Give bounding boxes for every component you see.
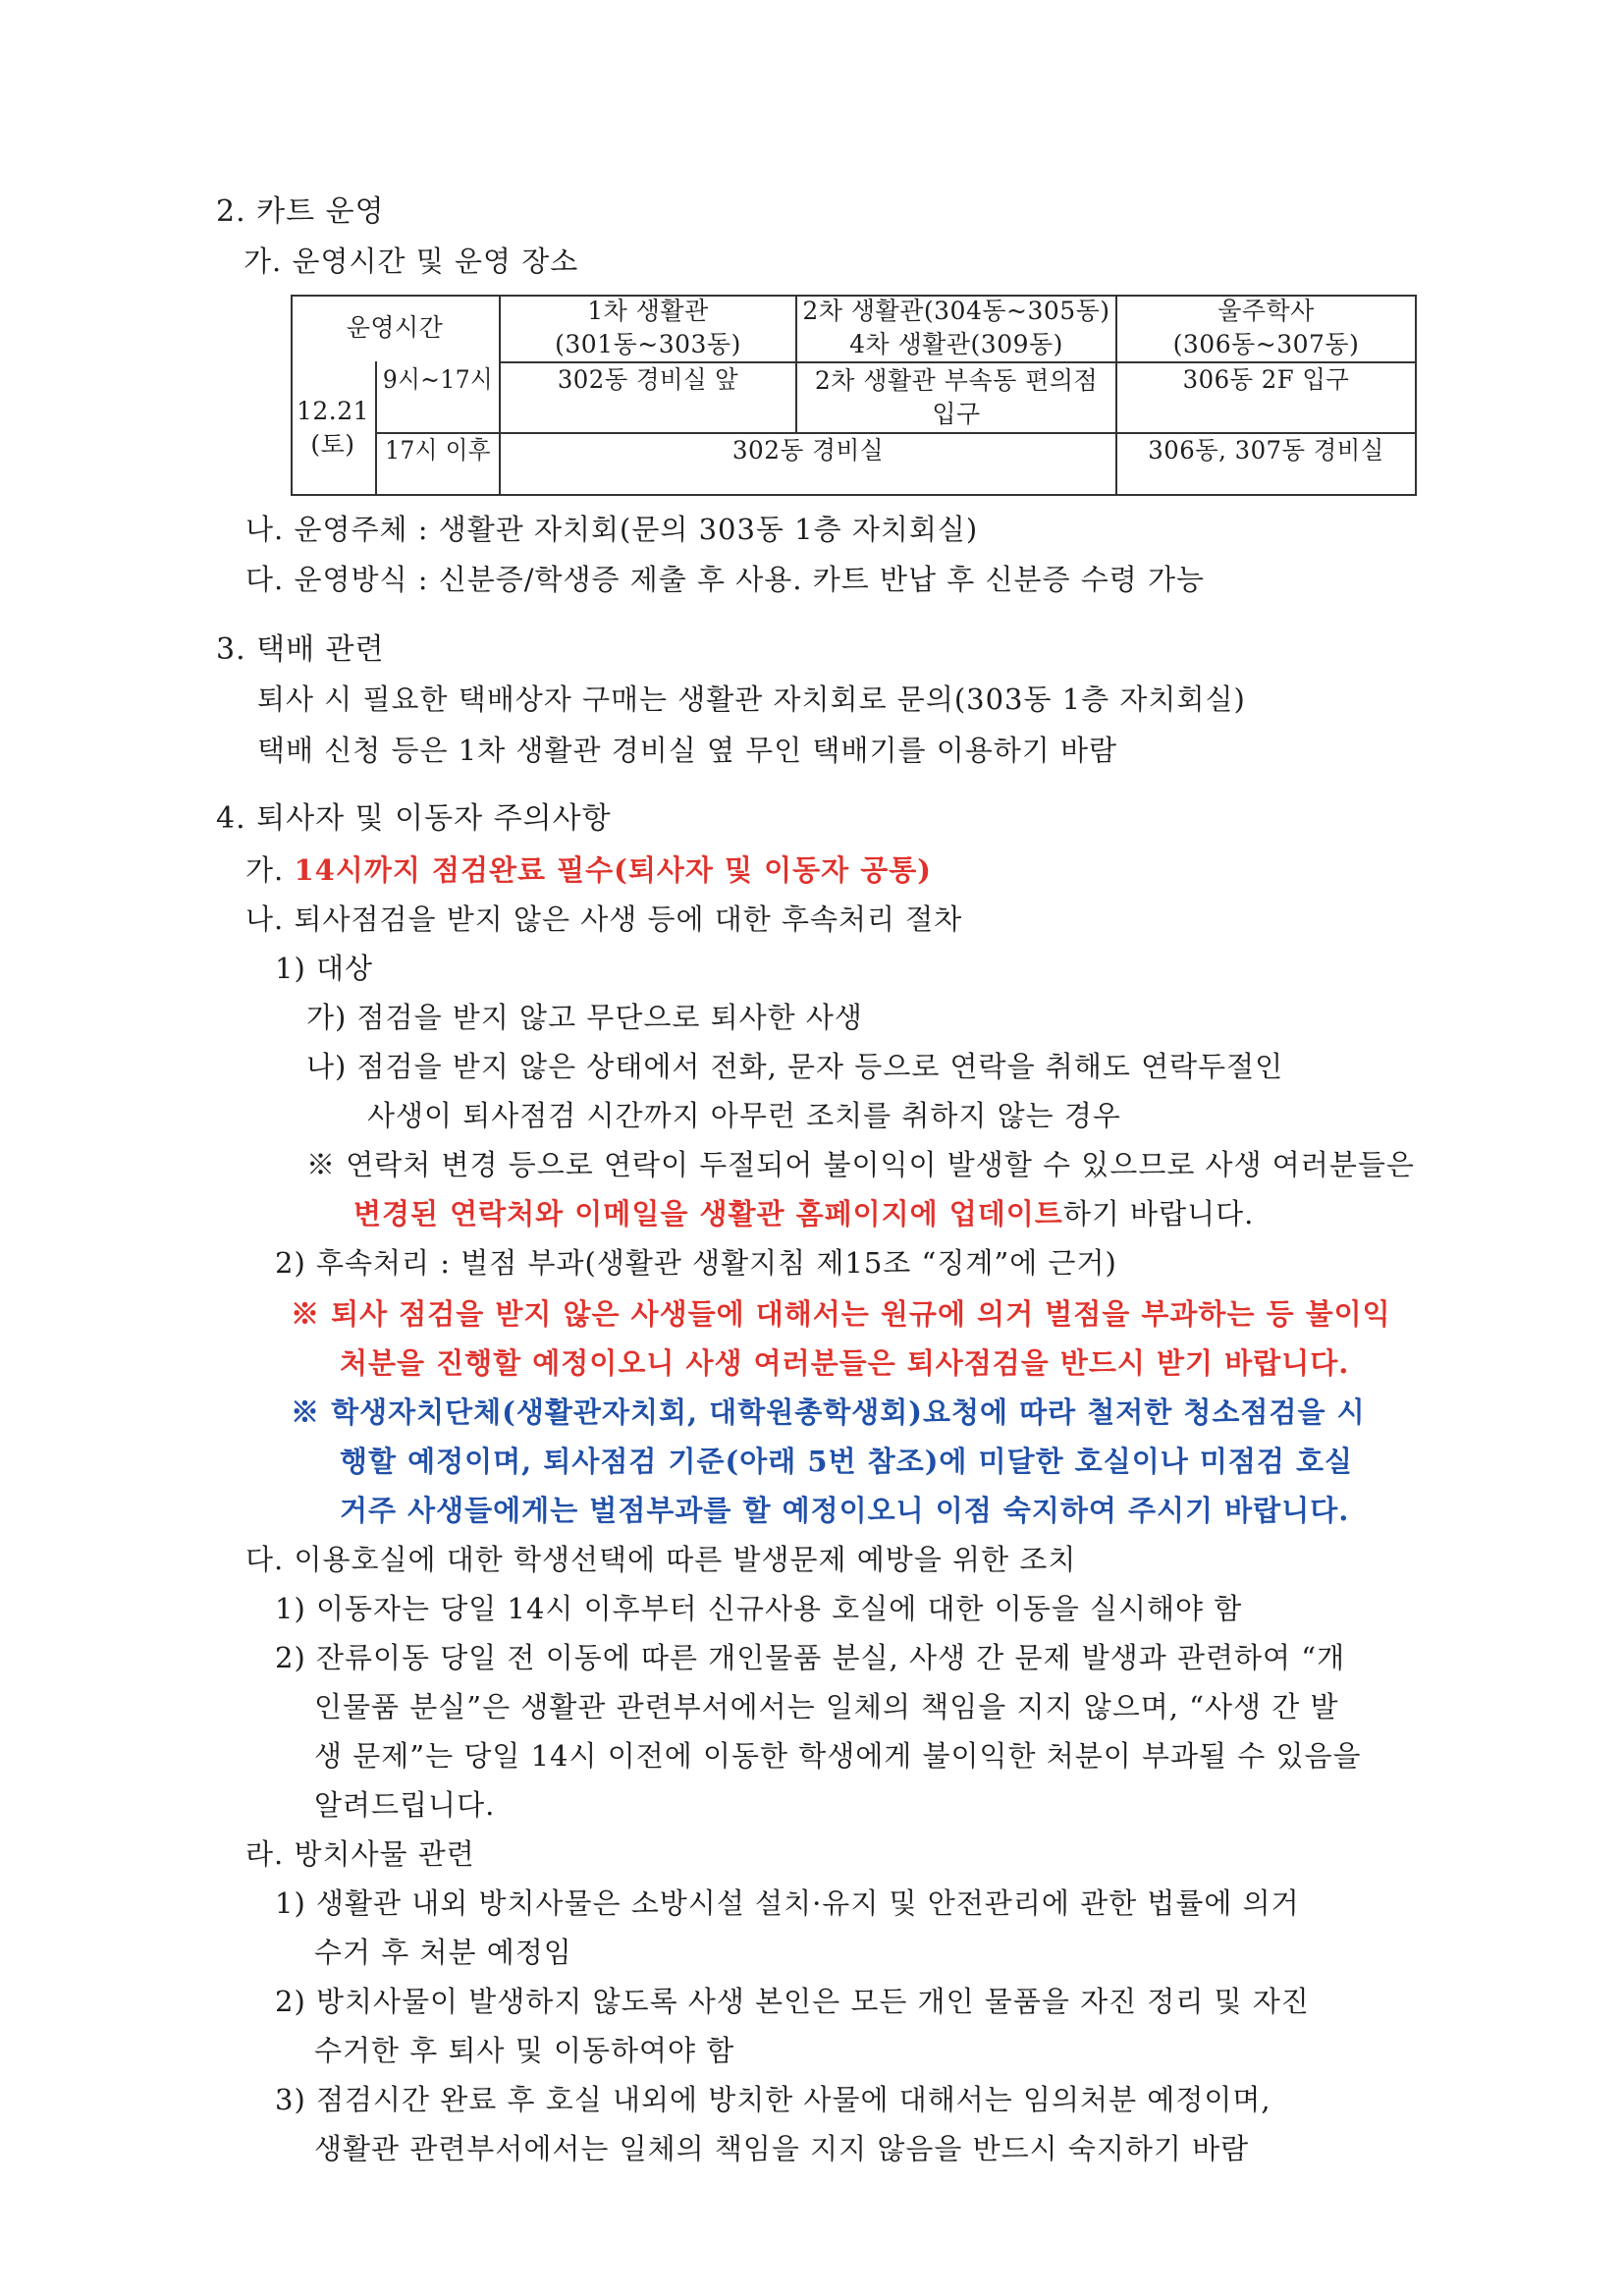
section-4-na-1-na-a: 나) 점검을 받지 않은 상태에서 전화, 문자 등으로 연락을 취해도 연락두절인 [306, 1050, 1284, 1083]
section-4-ra-3-a: 3) 점검시간 완료 후 호실 내외에 방치한 사물에 대해서는 임의처분 예정이며, [275, 2083, 1271, 2116]
contact-update-note-a: ※ 연락처 변경 등으로 연락이 두절되어 불이익이 발생할 수 있으므로 사생 여러분들은 [306, 1148, 1415, 1181]
section-4-da: 다. 이용호실에 대한 학생선택에 따른 발생문제 예방을 위한 조치 [245, 1543, 1077, 1576]
contact-update-note-b: 변경된 연락처와 이메일을 생활관 홈페이지에 업데이트하기 바랍니다. [353, 1197, 1255, 1230]
section-4-na-2: 2) 후속처리 : 벌점 부과(생활관 생활지침 제15조 “징계”에 근거) [275, 1246, 1117, 1280]
section-4-ra: 라. 방치사물 관련 [245, 1837, 475, 1871]
header-dorm-2-4: 2차 생활관(304동~305동) 4차 생활관(309동) [802, 297, 1110, 358]
section-4-ra-3-b: 생활관 관련부서에서는 일체의 책임을 지지 않음을 반드시 숙지하기 바람 [314, 2132, 1250, 2165]
section-4-ra-1-a: 1) 생활관 내외 방치사물은 소방시설 설치·유지 및 안전관리에 관한 법률에 의거 [275, 1886, 1300, 1920]
section-4-da-2-b: 인물품 분실”은 생활관 관련부서에서는 일체의 책임을 지지 않으며, “사생 간 발 [314, 1690, 1339, 1723]
penalty-warning-b: 처분을 진행할 예정이오니 사생 여러분들은 퇴사점검을 반드시 받기 바랍니다. [340, 1346, 1350, 1380]
section-4-na-1: 1) 대상 [275, 952, 374, 985]
section-4-da-2-c: 생 문제”는 당일 14시 이전에 이동한 학생에게 불이익한 처분이 부과될 수 있음을 [314, 1739, 1362, 1773]
section-2-da: 다. 운영방식 : 신분증/학생증 제출 후 사용. 카트 반납 후 신분증 수령 가능 [245, 563, 1205, 596]
section-4-da-2-a: 2) 잔류이동 당일 전 이동에 따른 개인물품 분실, 사생 간 문제 발생과 관련하여 “개 [275, 1641, 1346, 1674]
row1-time: 9시~17시 [382, 365, 494, 394]
row1-ulju: 306동 2F 입구 [1182, 365, 1350, 394]
section-2-title: 2. 카트 운영 [216, 194, 385, 229]
cart-schedule-table [291, 295, 1417, 495]
section-4-na-1-na-b: 사생이 퇴사점검 시간까지 아무런 조치를 취하지 않는 경우 [367, 1099, 1121, 1132]
section-4-ra-2-b: 수거한 후 퇴사 및 이동하여야 함 [314, 2034, 735, 2067]
row1-dorm-2-4: 2차 생활관 부속동 편의점 입구 [814, 366, 1099, 428]
section-2-na: 나. 운영주체 : 생활관 자치회(문의 303동 1층 자치회실) [245, 513, 979, 546]
section-4-ra-2-a: 2) 방치사물이 발생하지 않도록 사생 본인은 모든 개인 물품을 자진 정리 및 자진 [275, 1985, 1310, 2018]
cleaning-notice-a: ※ 학생자치단체(생활관자치회, 대학원총학생회)요청에 따라 철저한 청소점검을 시 [291, 1395, 1366, 1429]
row1-dorm-1: 302동 경비실 앞 [557, 365, 739, 394]
section-3-line-1: 퇴사 시 필요한 택배상자 구매는 생활관 자치회로 문의(303동 1층 자치회실) [257, 683, 1246, 716]
section-4-da-2-d: 알려드립니다. [314, 1788, 496, 1822]
date-cell: 12.21 (토) [296, 397, 370, 459]
section-4-title: 4. 퇴사자 및 이동자 주의사항 [216, 801, 612, 836]
header-time: 운영시간 [346, 313, 444, 342]
section-4-da-1: 1) 이동자는 당일 14시 이후부터 신규사용 호실에 대한 이동을 실시해야 함 [275, 1592, 1243, 1625]
section-2-ga: 가. 운영시간 및 운영 장소 [243, 245, 579, 278]
section-4-ga: 가. 14시까지 점검완료 필수(퇴사자 및 이동자 공통) [245, 853, 932, 887]
cleaning-notice-c: 거주 사생들에게는 벌점부과를 할 예정이오니 이점 숙지하여 주시기 바랍니다. [340, 1494, 1350, 1527]
section-3-line-2: 택배 신청 등은 1차 생활관 경비실 옆 무인 택배기를 이용하기 바람 [257, 734, 1117, 767]
penalty-warning-a: ※ 퇴사 점검을 받지 않은 사생들에 대해서는 원규에 의거 벌점을 부과하는 등 불이익 [291, 1297, 1391, 1331]
section-4-ra-1-b: 수거 후 처분 예정임 [314, 1936, 572, 1969]
header-dorm-1: 1차 생활관 (301동~303동) [555, 297, 741, 358]
section-4-na: 나. 퇴사점검을 받지 않은 사생 등에 대한 후속처리 절차 [245, 902, 963, 936]
section-4-na-1-ga: 가) 점검을 받지 않고 무단으로 퇴사한 사생 [306, 1001, 863, 1034]
row2-time: 17시 이후 [385, 436, 491, 465]
row2-dorm-1-2-4: 302동 경비실 [731, 436, 885, 465]
header-ulju: 울주학사 (306동~307동) [1172, 297, 1360, 358]
cleaning-notice-b: 행할 예정이며, 퇴사점검 기준(아래 5번 참조)에 미달한 호실이나 미점검 호실 [340, 1445, 1354, 1478]
row2-ulju: 306동, 307동 경비실 [1148, 436, 1384, 465]
section-3-title: 3. 택배 관련 [216, 632, 385, 667]
inspection-deadline-notice: 14시까지 점검완료 필수(퇴사자 및 이동자 공통) [294, 853, 932, 887]
